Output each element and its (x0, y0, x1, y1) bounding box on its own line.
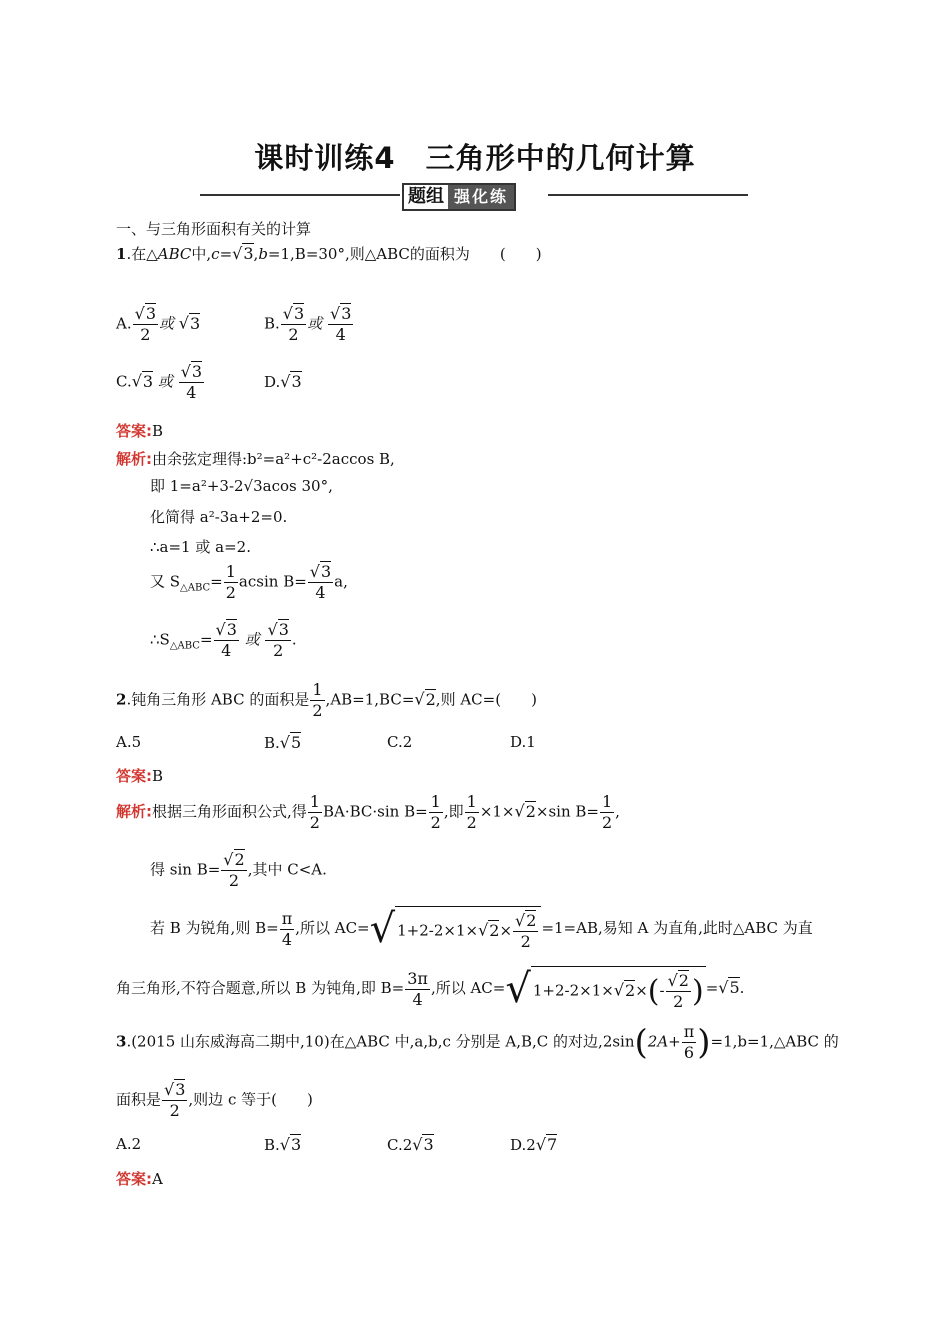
q3-option-c: C.2√3 (387, 1135, 434, 1154)
q3-stem-2: 面积是 $\frac{√3}{2}$ ,则边 c 等于( ) (116, 1080, 313, 1120)
q2-analysis-3: 若 B 为锐角,则 B= $\frac{\pi}{4}$ ,所以 AC=√ 1+2-2×1×√2× $\frac{√2}{2}$ =1=AB,易知 A 为直角,此时△ABC 为直 (150, 906, 813, 952)
title-rule-right (548, 194, 748, 196)
q2-option-d: D.1 (510, 733, 536, 751)
q3-stem: 3.(2015 山东威海高二期中,10)在△ABC 中,a,b,c 分别是 A,B,C 的对边,2sin(2A+ $\frac{\pi}{6}$ )=1,b=1,△ABC 的 (116, 1022, 839, 1063)
badge-left: 题组 (408, 186, 444, 207)
q2-analysis-2: 得 sin B= $\frac{√2}{2}$ ,其中 C<A. (150, 850, 327, 890)
q1-stem: 1.在△ABC中,c=√3,b=1,B=30°,则△ABC的面积为 ( ) (116, 244, 542, 263)
q2-option-a: A.5 (116, 733, 142, 751)
q1-option-d: D.√3 (264, 372, 302, 391)
q2-option-b: B.√5 (264, 733, 302, 752)
q1-analysis-3: 化简得 a²-3a+2=0. (150, 508, 288, 526)
title-rule-left (200, 194, 400, 196)
q3-answer: 答案:A (116, 1170, 163, 1188)
q1-analysis-4: ∴a=1 或 a=2. (150, 538, 251, 556)
q2-answer: 答案:B (116, 767, 164, 785)
section-heading: 一、与三角形面积有关的计算 (116, 220, 312, 238)
q1-answer: 答案:B (116, 422, 164, 440)
q2-option-c: C.2 (387, 733, 413, 751)
q1-analysis-2: 即 1=a²+3-2√3acos 30°, (150, 477, 333, 495)
q2-analysis-1: 解析:根据三角形面积公式,得 $\frac{1}{2}$ BA·BC·sin B= $\frac{1}{2}$ ,即 $\frac{1}{2}$ ×1×√2×sin B= $\frac{1}{2}$ , (116, 792, 620, 832)
q3-option-d: D.2√7 (510, 1135, 558, 1154)
page-title: 课时训练4 三角形中的几何计算 (254, 141, 696, 175)
q3-option-a: A.2 (116, 1135, 142, 1153)
q1-analysis-1: 解析:由余弦定理得:b²=a²+c²-2accos B, (116, 450, 395, 468)
q1-option-b: B. $\frac{√3}{2}$ 或 $\frac{√3}{4}$ (264, 304, 352, 344)
q1-analysis-6: $\therefore S_{\triangle ABC}=$ $\frac{√3}{4}$ 或 $\frac{√3}{2}$ . (150, 620, 297, 660)
section-badge (402, 183, 516, 211)
q1-analysis-5: 又 $S_{\triangle ABC}=$ $\frac{1}{2}$ acsin B= $\frac{√3}{4}$ a, (150, 562, 348, 602)
q1-option-a: A. $\frac{√3}{2}$ 或 √3 (116, 304, 201, 344)
q1-option-c: C.√3 或 $\frac{√3}{4}$ (116, 362, 203, 402)
q2-stem: 2.钝角三角形 ABC 的面积是 $\frac{1}{2}$ ,AB=1,BC=√2,则 AC=( ) (116, 680, 537, 720)
q3-option-b: B.√3 (264, 1135, 302, 1154)
q2-analysis-4: 角三角形,不符合题意,所以 B 为钝角,即 B= $\frac{3\pi}{4}$ ,所以 AC=√ 1+2-2×1×√2×(- $\frac{√2}{2}$ ) =√5. (116, 966, 745, 1012)
badge-right: 强化练 (448, 185, 514, 209)
